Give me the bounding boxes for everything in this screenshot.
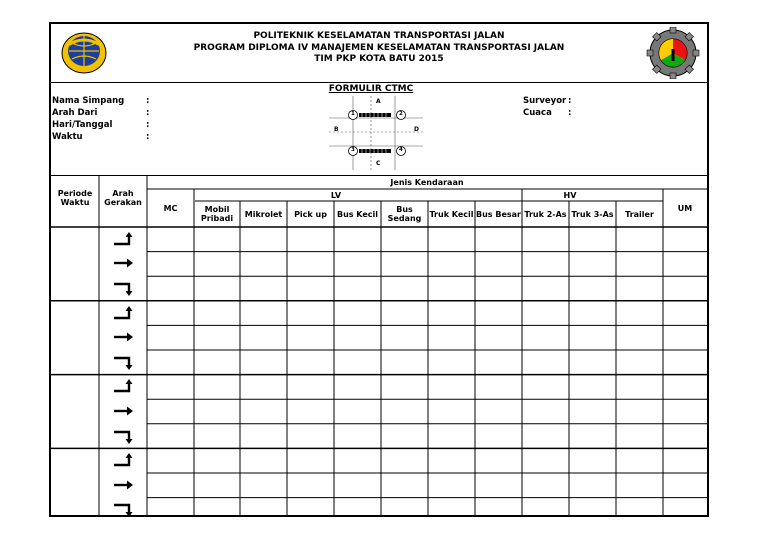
header-col-bus-sedang: Bus Sedang: [387, 205, 422, 223]
diagram-label-d: D: [414, 126, 419, 133]
header-col-truk-3-as: Truk 3-As: [571, 209, 614, 219]
left-turn-arrow-icon: [113, 232, 134, 251]
header-line-1: POLITEKNIK KESELAMATAN TRANSPORTASI JALAN: [253, 31, 505, 41]
header-col-mobil-pribadi: Mobil Pribadi: [200, 205, 234, 223]
header-col-bus-kecil: Bus Kecil: [336, 209, 379, 219]
form-info-section: [51, 82, 707, 176]
right-turn-arrow-icon: [113, 429, 134, 448]
field-colon: :: [146, 120, 150, 130]
header-arah-gerakan: Arah Gerakan: [104, 189, 142, 207]
field-label-surveyor: Surveyor: [523, 96, 567, 106]
diagram-node-2: 2: [399, 111, 403, 117]
field-colon: :: [568, 96, 572, 106]
straight-arrow-icon: [113, 256, 134, 275]
header-col-truk-2-as: Truk 2-As: [524, 209, 567, 219]
diagram-label-b: B: [334, 126, 339, 133]
field-label-hari-tanggal: Hari/Tanggal: [52, 120, 113, 130]
form-title: FORMULIR CTMC: [328, 84, 414, 94]
header-col-pick-up: Pick up: [294, 209, 327, 219]
diagram-node-4: 4: [399, 147, 403, 153]
field-label-cuaca: Cuaca: [523, 108, 552, 118]
header-jenis-kendaraan: Jenis Kendaraan: [390, 177, 464, 187]
header-hv: HV: [563, 190, 577, 200]
straight-arrow-icon: [113, 478, 134, 497]
header-col-mikrolet: Mikrolet: [244, 209, 283, 219]
right-turn-arrow-icon: [113, 502, 134, 521]
field-colon: :: [146, 132, 150, 142]
field-colon: :: [146, 108, 150, 118]
field-label-nama-simpang: Nama Simpang: [52, 96, 125, 106]
header-col-bus-besar: Bus Besar: [476, 209, 521, 219]
left-turn-arrow-icon: [113, 306, 134, 325]
straight-arrow-icon: [113, 330, 134, 349]
gear-seal-icon: [646, 27, 700, 83]
header-titles: [51, 31, 707, 66]
diagram-node-1: 1: [351, 111, 355, 117]
diagram-label-c: C: [376, 160, 381, 167]
header-lv: LV: [330, 190, 342, 200]
form-header: [51, 24, 707, 83]
diagram-label-a: A: [376, 98, 381, 105]
header-col-um: UM: [677, 203, 693, 213]
header-line-2: PROGRAM DIPLOMA IV MANAJEMEN KESELAMATAN TRANSPORTASI JALAN: [193, 42, 565, 53]
header-col-mc: MC: [163, 203, 178, 213]
right-turn-arrow-icon: [113, 355, 134, 374]
ctmc-form: [49, 22, 709, 517]
field-colon: :: [146, 96, 150, 106]
left-turn-arrow-icon: [113, 379, 134, 398]
diagram-node-3: 3: [351, 147, 355, 153]
right-turn-arrow-icon: [113, 281, 134, 300]
header-periode-waktu: Periode Waktu: [57, 189, 93, 207]
header-line-3: TIM PKP KOTA BATU 2015: [314, 54, 444, 64]
header-col-trailer: Trailer: [625, 209, 654, 219]
left-turn-arrow-icon: [113, 453, 134, 472]
straight-arrow-icon: [113, 404, 134, 423]
field-label-waktu: Waktu: [52, 132, 83, 142]
field-colon: :: [568, 108, 572, 118]
field-label-arah-dari: Arah Dari: [52, 108, 98, 118]
intersection-diagram: [329, 96, 423, 170]
ctmc-table: [51, 175, 707, 515]
header-col-truk-kecil: Truk Kecil: [429, 209, 474, 219]
